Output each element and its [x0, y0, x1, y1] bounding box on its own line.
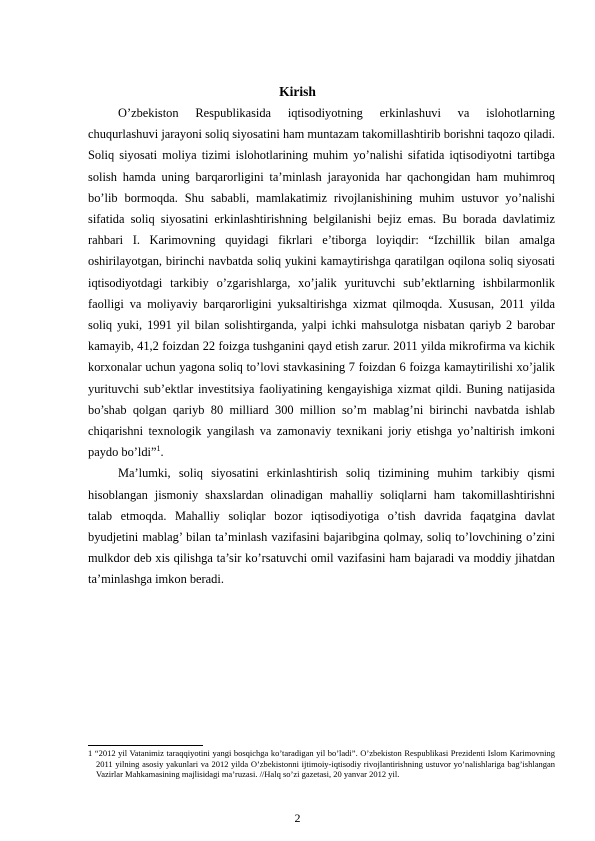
- footnote-separator: [88, 745, 203, 746]
- paragraph-1-end: .: [160, 445, 164, 460]
- footnote-text: “2012 yil Vatanimiz taraqqiyotini yangi bosqichga ko’taradigan yil bo’ladi”. O’zbekiston Respublikasi Prezidenti Islom Karimovning 2011 yilning asosiy yakunlari va 2012 yilda O’zbekistonni ijtimoiy-iqtisodiy rivojlantirishning ustuvor yo’nalishlariga bag’ishlangan Vazirlar Mahkamasining majlisidagi ma’ruzasi. //Halq so’zi gazetasi, 20 yanvar 2012 yil.: [94, 748, 555, 780]
- body-text: [88, 103, 555, 591]
- footnote-reference[interactable]: 1: [156, 444, 161, 454]
- paragraph-1: [88, 103, 555, 463]
- paragraph-2: Ma’lumki, soliq siyosatini erkinlashtirish soliq tizimining muhim tarkibiy qismi hisoblangan jismoniy shaxslardan olinadigan mahalliy soliqlarni ham takomillashtirishni talab etmoqda. Mahalliy soliqlar bozor iqtisodiyotiga o’tish davrida faqatgina davlat byudjetini mablag’ bilan ta’minlash vazifasini bajaribgina qolmay, soliq to’lovchining o’zini mulkdor deb xis qilishga ta’sir ko’rsatuvchi omil vazifasini ham bajaradi va moddiy jihatdan ta’minlashga imkon beradi.: [88, 466, 555, 587]
- paragraph-1-text: O’zbekiston Respublikasida iqtisodiyotning erkinlashuvi va islohotlarning chuqurlashuvi jarayoni soliq siyosatini ham muntazam takomillashtirib borishni taqozo qiladi. Soliq siyosati moliya tizimi islohotlarining muhim yo’nalishi sifatida iqtisodiyotni tartibga solish hamda uning barqarorligini ta’minlash jarayonida har qachongidan ham muhimroq bo’lib bormoqda. Shu sababli, mamlakatimiz rivojlanishining muhim ustuvor yo’nalishi sifatida soliq siyosatini erkinlashtirishning belgilanishi bejiz emas. Bu borada davlatimiz rahbari I. Karimovning quyidagi fikrlari e’tiborga loyiqdir: “Izchillik bilan amalga oshirilayotgan, birinchi navbatda soliq yukini kamaytirishga qaratilgan oqilona soliq siyosati iqtisodiyotdagi tarkibiy o’zgarishlarga, xo’jalik yurituvchi sub’ektlarning ishbilarmonlik faolligi va moliyaviy barqarorligini yuksaltirishga xizmat qilmoqda. Xususan, 2011 yilda soliq yuki, 1991 yil bilan solishtirganda, yalpi ichki mahsulotga nisbatan qariyb 2 barobar kamayib, 41,2 foizdan 22 foizga tushganini qayd etish zarur. 2011 yilda mikrofirma va kichik korxonalar uchun yagona soliq to’lovi stavkasining 7 foizdan 6 foizga kamaytirilishi xo’jalik yurituvchi sub’ektlar investitsiya faoliyatining kengayishiga xizmat qildi. Buning natijasida bo’shab qolgan qariyb 80 milliard 300 million so’m mablag’ni birinchi navbatda ishlab chiqarishni texnologik yangilash va zamonaviy texnikani joriy etishga yo’naltirish imkoni paydo bo’ldi”: [88, 106, 555, 460]
- footnote: [88, 748, 555, 780]
- page-number: 2: [294, 811, 301, 825]
- section-heading: Kirish: [279, 84, 316, 99]
- footnote-number: 1: [88, 748, 93, 758]
